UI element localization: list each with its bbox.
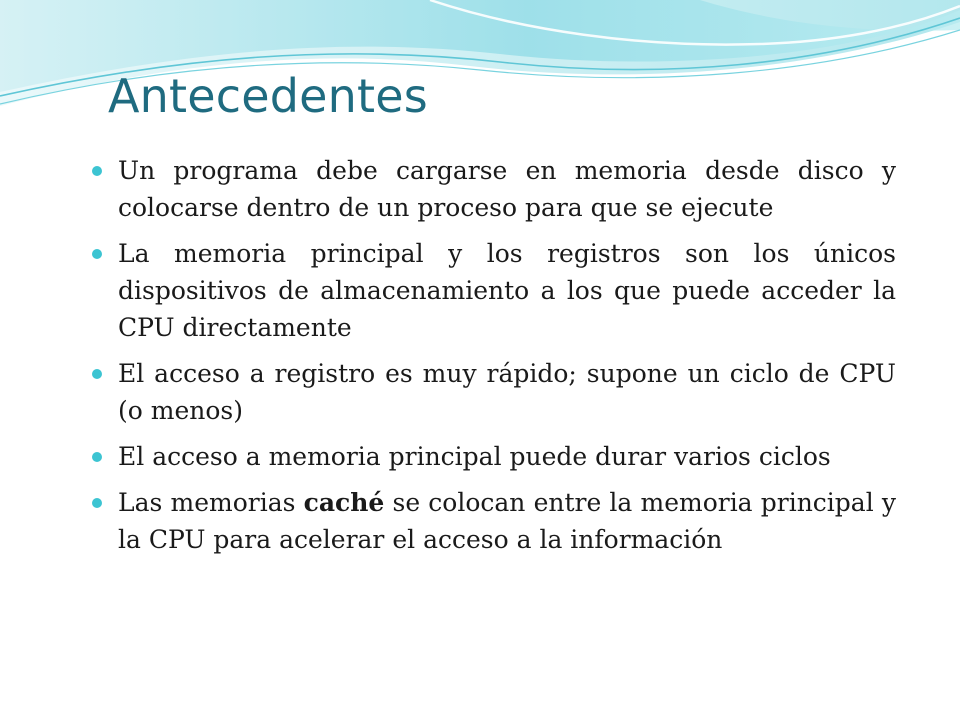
bullet-item-2 <box>92 235 896 346</box>
bullet-dot-icon <box>92 498 102 508</box>
bullet-item-1 <box>92 152 896 226</box>
bullet-text-1: Un programa debe cargarse en memoria desde disco y colocarse dentro de un proceso para que se ejecute <box>118 156 896 222</box>
bullet-item-3 <box>92 355 896 429</box>
bullet-dot-icon <box>92 166 102 176</box>
bullet-dot-icon <box>92 452 102 462</box>
bullet-text-4: El acceso a memoria principal puede durar varios ciclos <box>118 442 831 471</box>
bullet-text-5-before: Las memorias <box>118 488 304 517</box>
bullet-dot-icon <box>92 249 102 259</box>
bullet-text-5-after: se colocan entre la memoria principal y la CPU para acelerar el acceso a la información <box>118 488 896 554</box>
bullet-item-5 <box>92 484 896 558</box>
bullet-text-2: La memoria principal y los registros son los únicos dispositivos de almacenamiento a los que puede acceder la CPU directamente <box>118 239 896 342</box>
bullet-dot-icon <box>92 369 102 379</box>
bullet-item-4 <box>92 438 896 475</box>
bullet-text-3: El acceso a registro es muy rápido; supone un ciclo de CPU (o menos) <box>118 359 896 425</box>
bullet-text-5-emphasis: caché <box>303 488 385 517</box>
slide-title: Antecedentes <box>108 69 428 123</box>
bullet-list <box>92 152 896 567</box>
